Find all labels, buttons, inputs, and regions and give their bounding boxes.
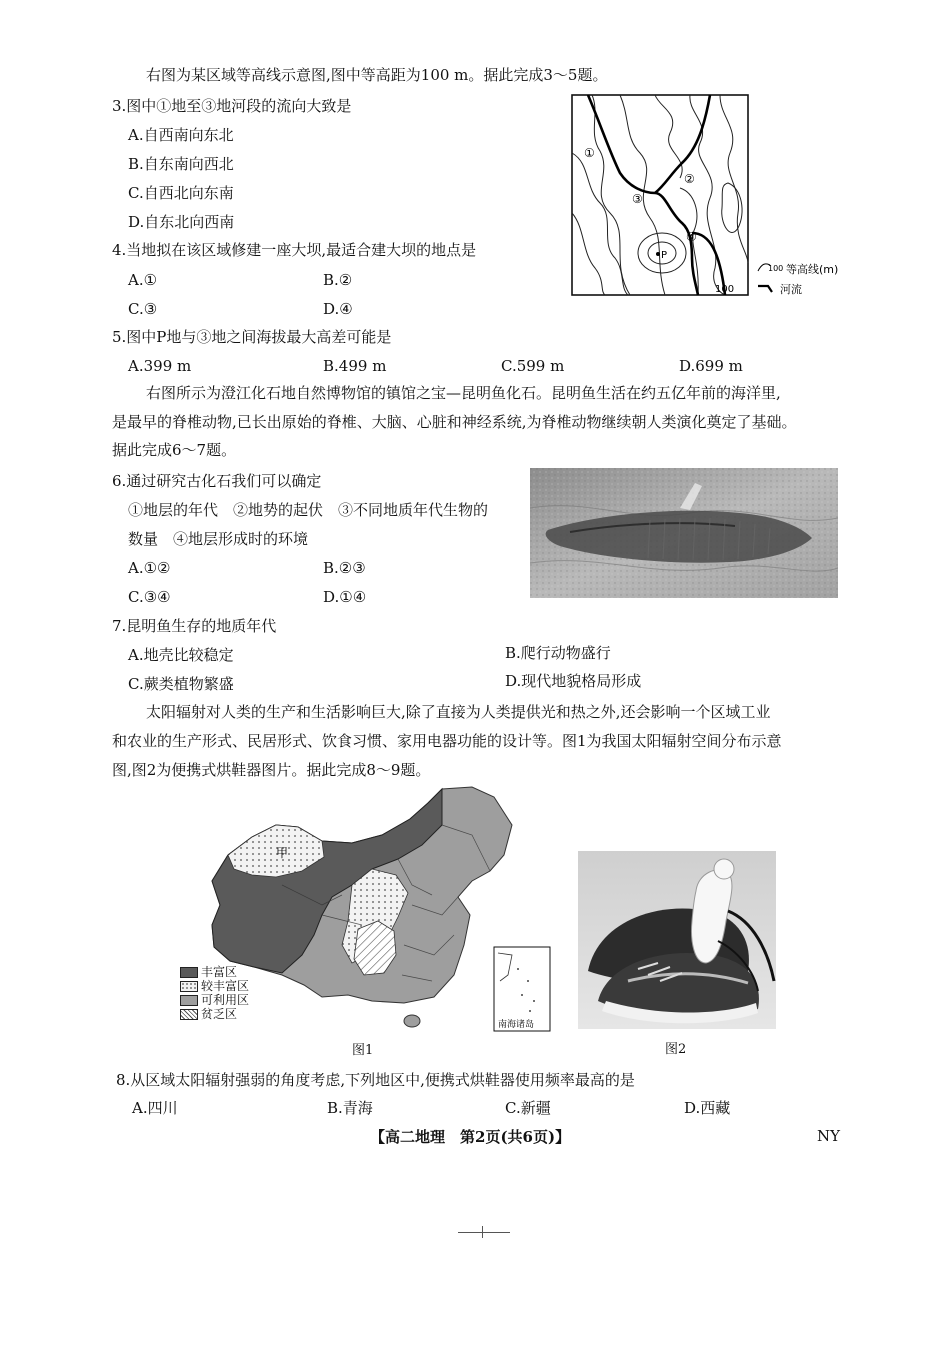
legend-contour-label: 等高线(m) [786,263,839,276]
kunmingia-fossil-photo [530,468,838,598]
question-6-items-line1: ①地层的年代 ②地势的起伏 ③不同地质年代生物的 [128,501,489,519]
contour-value-label: 100 [715,284,735,295]
legend-label-usable: 可利用区 [201,993,250,1007]
fold-mark-tick [482,1226,483,1238]
question-3-stem: 3.图中①地至③地河段的流向大致是 [112,97,352,115]
legend-label-poor: 贫乏区 [201,1007,238,1021]
q4-option-d: D.④ [323,300,353,318]
intro-6-7-line2: 是最早的脊椎动物,已长出原始的脊椎、大脑、心脏和神经系统,为脊椎动物继续朝人类演化奠定了基础。 [112,413,797,431]
q6-option-d: D.①④ [323,588,367,606]
intro-8-9-line1: 太阳辐射对人类的生产和生活影响巨大,除了直接为人类提供光和热之外,还会影响一个区域工业 [146,703,771,721]
page-footer: 【高二地理 第2页(共6页)】 [370,1128,571,1146]
marker-4: ④ [686,230,697,244]
q8-option-a: A.四川 [132,1099,178,1117]
peak-label: P [661,250,668,261]
map-label-jia: 甲 [276,846,289,860]
q7-option-d: D.现代地貌格局形成 [505,672,642,690]
legend-label-rich: 丰富区 [201,965,238,979]
q4-option-b: B.② [323,271,353,289]
shoe-dryer-photo [578,851,776,1029]
q3-option-a: A.自西南向东北 [128,126,234,144]
intro-3-5: 右图为某区域等高线示意图,图中等高距为100 m。据此完成3～5题。 [146,66,608,84]
question-6-stem: 6.通过研究古化石我们可以确定 [112,472,322,490]
q5-option-c: C.599 m [501,357,565,375]
q5-option-a: A.399 m [128,357,192,375]
q7-option-c: C.蕨类植物繁盛 [128,675,234,693]
footer-code: NY [817,1127,841,1145]
peak-point [656,252,660,256]
inset-label: 南海诸岛 [498,1020,535,1030]
legend-swatch-fairly-rich [180,981,198,992]
intro-6-7-line1: 右图所示为澄江化石地自然博物馆的镇馆之宝—昆明鱼化石。昆明鱼生活在约五亿年前的海洋里, [146,384,781,402]
figure-1-caption: 图1 [352,1043,374,1058]
q8-option-d: D.西藏 [684,1099,731,1117]
figure-2-caption: 图2 [665,1042,687,1057]
q5-option-d: D.699 m [679,357,743,375]
q3-option-b: B.自东南向西北 [128,155,234,173]
q4-option-a: A.① [128,271,158,289]
legend-river-label: 河流 [780,283,802,296]
legend-swatch-rich [180,967,198,978]
q8-option-c: C.新疆 [505,1099,551,1117]
question-8-stem: 8.从区域太阳辐射强弱的角度考虑,下列地区中,便携式烘鞋器使用频率最高的是 [116,1071,635,1089]
legend-label-fairly-rich: 较丰富区 [201,979,250,993]
q8-option-b: B.青海 [327,1099,373,1117]
marker-3: ③ [632,192,643,206]
legend-contour-value: 100 [768,264,784,273]
marker-1: ① [584,146,595,160]
question-7-stem: 7.昆明鱼生存的地质年代 [112,617,277,635]
q5-option-b: B.499 m [323,357,387,375]
marker-2: ② [684,172,695,186]
q4-option-c: C.③ [128,300,158,318]
question-4-stem: 4.当地拟在该区域修建一座大坝,最适合建大坝的地点是 [112,241,477,259]
question-6-items-line2: 数量 ④地层形成时的环境 [128,530,309,548]
question-5-stem: 5.图中P地与③地之间海拔最大高差可能是 [112,328,392,346]
intro-8-9-line2: 和农业的生产形式、民居形式、饮食习惯、家用电器功能的设计等。图1为我国太阳辐射空间分布示意 [112,732,782,750]
q3-option-c: C.自西北向东南 [128,184,234,202]
contour-map-svg [570,93,850,303]
intro-6-7-line3: 据此完成6～7题。 [112,441,237,459]
contour-map-figure [570,93,850,303]
q7-option-a: A.地壳比较稳定 [128,646,234,664]
q6-option-b: B.②③ [323,559,366,577]
q6-option-a: A.①② [128,559,171,577]
intro-8-9-line3: 图,图2为便携式烘鞋器图片。据此完成8～9题。 [112,761,431,779]
q7-option-b: B.爬行动物盛行 [505,644,611,662]
legend-swatch-usable [180,995,198,1006]
legend-swatch-poor [180,1009,198,1020]
q6-option-c: C.③④ [128,588,171,606]
fold-mark-line [458,1232,510,1233]
q3-option-d: D.自东北向西南 [128,213,235,231]
